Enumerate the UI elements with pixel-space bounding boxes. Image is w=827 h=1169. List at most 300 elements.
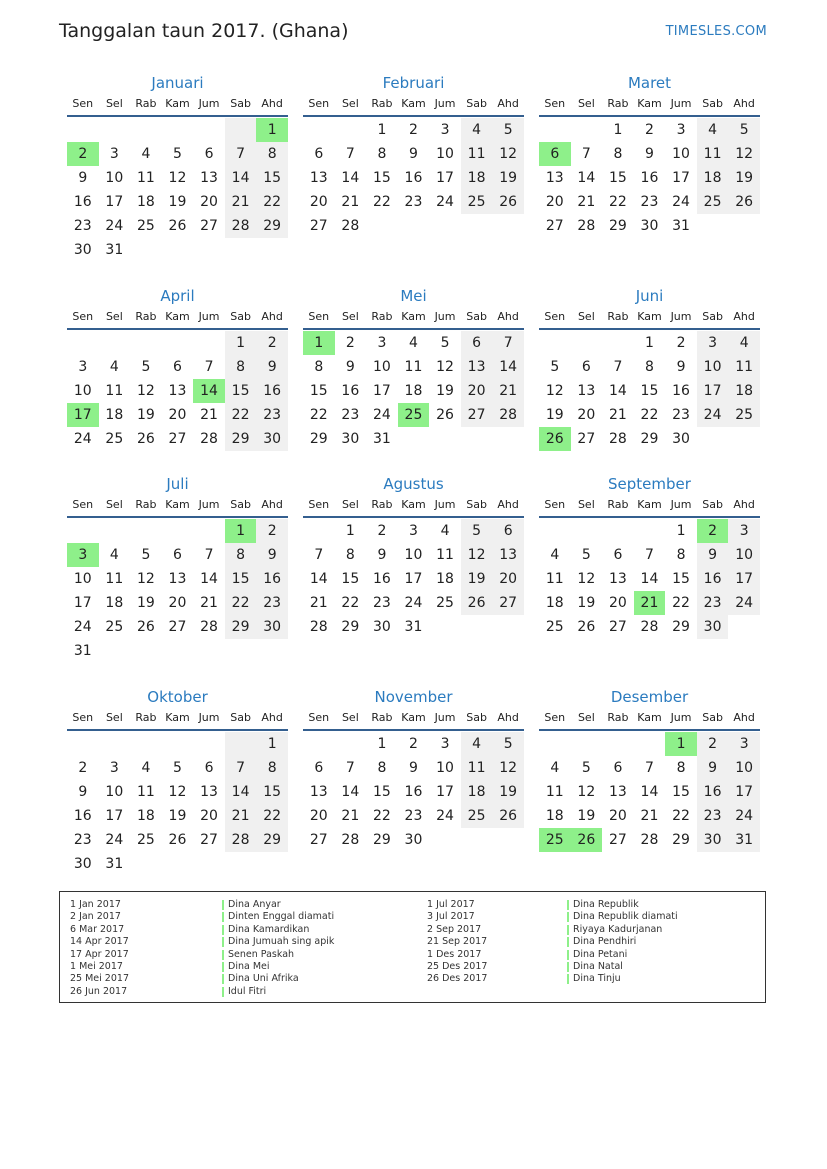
- day-cell: 5: [461, 519, 493, 543]
- weekday-label: Sen: [72, 711, 94, 724]
- empty-day-cell: [539, 732, 571, 756]
- day-cell: 23: [256, 403, 288, 427]
- day-cell: 19: [168, 194, 187, 210]
- day-cell: 4: [728, 331, 760, 355]
- day-grid: [67, 331, 288, 451]
- day-cell: 14: [200, 571, 218, 587]
- empty-day-cell: [398, 427, 430, 451]
- day-cell: 29: [608, 218, 627, 234]
- weekday-label: Kam: [637, 711, 662, 724]
- empty-day-cell: [303, 118, 335, 142]
- day-cell: 12: [492, 142, 524, 166]
- day-cell: 5: [492, 118, 524, 142]
- day-cell: 10: [672, 146, 690, 162]
- weekday-header: [303, 709, 524, 729]
- empty-day-cell: [571, 732, 603, 756]
- header-rule: [303, 115, 524, 117]
- day-cell: 27: [545, 218, 564, 234]
- weekday-header: [67, 496, 288, 516]
- day-cell: 3: [109, 760, 119, 776]
- day-cell: 21: [492, 379, 524, 403]
- day-cell: 25: [136, 832, 155, 848]
- day-cell: 21: [309, 595, 328, 611]
- empty-day-cell: [99, 118, 131, 142]
- day-cell: 26: [728, 190, 760, 214]
- day-cell: 25: [461, 804, 493, 828]
- day-cell: 11: [545, 571, 564, 587]
- weekday-label: Sel: [105, 97, 123, 110]
- day-cell: 13: [461, 355, 493, 379]
- day-cell: 28: [341, 832, 360, 848]
- empty-day-cell: [225, 118, 257, 142]
- day-cell: 18: [136, 194, 155, 210]
- empty-day-cell: [429, 615, 461, 639]
- day-cell: 10: [728, 543, 760, 567]
- day-cell: 26: [168, 832, 187, 848]
- day-cell: 19: [168, 808, 187, 824]
- day-cell: 29: [672, 619, 690, 635]
- weekday-label: Kam: [165, 97, 190, 110]
- day-cell: 15: [309, 383, 328, 399]
- day-cell: 24: [436, 194, 454, 210]
- holiday-name: Dina Pendhiri: [567, 936, 678, 948]
- empty-day-cell: [130, 852, 162, 876]
- empty-day-cell: [539, 331, 571, 355]
- holiday-date: 26 Des 2017: [427, 973, 488, 985]
- weekday-label: Sel: [341, 711, 359, 724]
- day-cell: 27: [492, 591, 524, 615]
- holiday-name: Dina Jumuah sing apik: [222, 936, 334, 948]
- day-cell: 10: [73, 383, 92, 399]
- day-cell: 4: [141, 146, 151, 162]
- weekday-label: Sel: [341, 97, 359, 110]
- empty-day-cell: [602, 331, 634, 355]
- day-cell: 20: [492, 567, 524, 591]
- day-cell: 7: [645, 760, 654, 776]
- weekday-label: Sab: [702, 97, 723, 110]
- holiday-day-cell: 17: [67, 403, 99, 427]
- weekday-header: [303, 95, 524, 115]
- weekday-label: Sel: [105, 310, 123, 323]
- day-cell: 9: [697, 756, 729, 780]
- day-cell: 15: [640, 383, 659, 399]
- day-cell: 16: [256, 379, 288, 403]
- empty-day-cell: [697, 427, 729, 451]
- empty-day-cell: [130, 238, 162, 262]
- day-cell: 27: [200, 832, 218, 848]
- day-cell: 4: [109, 547, 119, 563]
- day-cell: 25: [136, 218, 155, 234]
- day-cell: 8: [314, 359, 324, 375]
- day-cell: 17: [436, 170, 454, 186]
- month-name: September: [608, 475, 691, 493]
- day-cell: 6: [314, 760, 324, 776]
- day-cell: 22: [225, 591, 257, 615]
- day-cell: 15: [608, 170, 627, 186]
- day-cell: 12: [168, 784, 187, 800]
- day-grid: [67, 519, 288, 663]
- empty-day-cell: [571, 519, 603, 543]
- day-cell: 2: [409, 736, 418, 752]
- day-cell: 10: [73, 571, 92, 587]
- weekday-label: Rab: [135, 97, 157, 110]
- day-cell: 8: [256, 142, 288, 166]
- day-cell: 12: [577, 784, 596, 800]
- weekday-label: Ahd: [733, 310, 755, 323]
- day-cell: 2: [697, 732, 729, 756]
- day-cell: 6: [173, 547, 182, 563]
- day-cell: 26: [492, 804, 524, 828]
- holiday-name: Dinten Enggal diamati: [222, 911, 334, 923]
- weekday-label: Sel: [105, 498, 123, 511]
- weekday-label: Sab: [466, 97, 487, 110]
- day-cell: 21: [341, 194, 360, 210]
- day-cell: 20: [545, 194, 564, 210]
- day-cell: 13: [577, 383, 596, 399]
- day-cell: 6: [461, 331, 493, 355]
- day-cell: 5: [173, 146, 182, 162]
- holiday-day-cell: 1: [256, 118, 288, 142]
- day-cell: 18: [461, 780, 493, 804]
- holiday-name: Dina Republik: [567, 899, 678, 911]
- day-cell: 22: [640, 407, 659, 423]
- day-cell: 5: [440, 335, 450, 351]
- day-cell: 5: [141, 547, 151, 563]
- weekday-label: Sab: [466, 498, 487, 511]
- weekday-label: Sen: [308, 711, 330, 724]
- weekday-label: Ahd: [261, 498, 283, 511]
- day-cell: 9: [78, 784, 88, 800]
- weekday-label: Ahd: [497, 498, 519, 511]
- day-cell: 7: [345, 146, 355, 162]
- day-cell: 18: [105, 595, 124, 611]
- day-cell: 29: [225, 615, 257, 639]
- day-cell: 20: [461, 379, 493, 403]
- month-juni: [539, 284, 760, 451]
- day-cell: 20: [309, 194, 328, 210]
- weekday-label: Jum: [670, 97, 692, 110]
- month-februari: [303, 71, 524, 238]
- day-cell: 18: [545, 808, 564, 824]
- day-cell: 9: [345, 359, 355, 375]
- header-rule: [539, 516, 760, 518]
- day-cell: 6: [204, 760, 214, 776]
- weekday-label: Sen: [544, 498, 566, 511]
- weekday-label: Sab: [702, 310, 723, 323]
- day-cell: 18: [697, 166, 729, 190]
- day-cell: 7: [204, 547, 214, 563]
- day-cell: 10: [697, 355, 729, 379]
- weekday-label: Jum: [434, 310, 456, 323]
- day-grid: [303, 732, 524, 852]
- day-cell: 4: [141, 760, 151, 776]
- day-cell: 16: [640, 170, 659, 186]
- holiday-name: Senen Paskah: [222, 949, 334, 961]
- empty-day-cell: [162, 852, 194, 876]
- empty-day-cell: [461, 615, 493, 639]
- empty-day-cell: [99, 519, 131, 543]
- holiday-name: Riyaya Kadurjanan: [567, 924, 678, 936]
- day-cell: 9: [409, 760, 418, 776]
- day-cell: 20: [200, 808, 218, 824]
- empty-day-cell: [99, 732, 131, 756]
- day-cell: 27: [200, 218, 218, 234]
- day-cell: 19: [436, 383, 454, 399]
- month-name: Desember: [610, 688, 689, 706]
- empty-day-cell: [492, 615, 524, 639]
- day-cell: 16: [697, 780, 729, 804]
- weekday-label: Sel: [341, 310, 359, 323]
- day-grid: [303, 519, 524, 639]
- day-grid: [303, 331, 524, 451]
- day-cell: 8: [225, 355, 257, 379]
- day-grid: [539, 732, 760, 852]
- holiday-date: 25 Des 2017: [427, 961, 488, 973]
- holiday-date: 1 Jan 2017: [70, 899, 121, 910]
- empty-day-cell: [303, 519, 335, 543]
- empty-day-cell: [335, 118, 367, 142]
- day-cell: 7: [314, 547, 324, 563]
- day-cell: 30: [73, 242, 92, 258]
- day-cell: 30: [372, 619, 391, 635]
- weekday-label: Sen: [72, 310, 94, 323]
- day-cell: 17: [105, 194, 124, 210]
- day-cell: 11: [105, 571, 124, 587]
- day-cell: 6: [581, 359, 591, 375]
- empty-day-cell: [162, 118, 194, 142]
- empty-day-cell: [67, 732, 99, 756]
- day-cell: 19: [577, 595, 596, 611]
- day-cell: 16: [73, 808, 92, 824]
- empty-day-cell: [99, 639, 131, 663]
- day-cell: 14: [225, 166, 257, 190]
- day-cell: 14: [608, 383, 627, 399]
- weekday-label: Sen: [544, 310, 566, 323]
- weekday-label: Rab: [607, 97, 629, 110]
- weekday-label: Ahd: [497, 97, 519, 110]
- empty-day-cell: [193, 331, 225, 355]
- day-cell: 22: [372, 194, 391, 210]
- day-cell: 20: [608, 808, 627, 824]
- day-cell: 18: [728, 379, 760, 403]
- weekday-label: Jum: [198, 711, 220, 724]
- day-cell: 17: [372, 383, 391, 399]
- day-cell: 27: [168, 431, 187, 447]
- day-cell: 12: [168, 170, 187, 186]
- day-cell: 30: [341, 431, 360, 447]
- day-cell: 20: [168, 407, 187, 423]
- day-cell: 1: [256, 732, 288, 756]
- day-cell: 25: [728, 403, 760, 427]
- empty-day-cell: [728, 214, 760, 238]
- day-cell: 3: [728, 732, 760, 756]
- day-cell: 7: [613, 359, 623, 375]
- holiday-date: 25 Mei 2017: [70, 973, 129, 985]
- empty-day-cell: [193, 238, 225, 262]
- day-cell: 21: [200, 595, 218, 611]
- month-april: [67, 284, 288, 451]
- weekday-header: [67, 308, 288, 328]
- day-cell: 21: [225, 190, 257, 214]
- day-cell: 1: [225, 331, 257, 355]
- empty-day-cell: [492, 214, 524, 238]
- empty-day-cell: [162, 519, 194, 543]
- holiday-day-cell: 25: [398, 403, 430, 427]
- day-cell: 7: [225, 142, 257, 166]
- weekday-header: [67, 709, 288, 729]
- day-cell: 6: [204, 146, 214, 162]
- empty-day-cell: [429, 214, 461, 238]
- day-cell: 14: [640, 571, 659, 587]
- day-cell: 25: [105, 619, 124, 635]
- holiday-name: Dina Uni Afrika: [222, 973, 334, 985]
- day-cell: 12: [461, 543, 493, 567]
- day-cell: 5: [550, 359, 560, 375]
- day-cell: 23: [404, 194, 423, 210]
- day-cell: 15: [225, 567, 257, 591]
- day-cell: 11: [105, 383, 124, 399]
- day-cell: 6: [314, 146, 324, 162]
- day-cell: 10: [105, 784, 124, 800]
- day-cell: 28: [225, 214, 257, 238]
- day-cell: 2: [377, 523, 387, 539]
- day-cell: 3: [728, 519, 760, 543]
- empty-day-cell: [492, 828, 524, 852]
- empty-day-cell: [162, 238, 194, 262]
- weekday-label: Rab: [371, 310, 393, 323]
- empty-day-cell: [256, 238, 288, 262]
- holiday-day-cell: 1: [665, 732, 697, 756]
- day-cell: 8: [225, 543, 257, 567]
- day-cell: 28: [492, 403, 524, 427]
- day-cell: 24: [105, 218, 124, 234]
- empty-day-cell: [256, 852, 288, 876]
- holiday-date: 26 Jun 2017: [70, 985, 128, 997]
- month-agustus: [303, 472, 524, 639]
- day-cell: 9: [256, 355, 288, 379]
- empty-day-cell: [225, 639, 257, 663]
- day-cell: 30: [404, 832, 423, 848]
- day-cell: 10: [105, 170, 124, 186]
- day-cell: 9: [697, 543, 729, 567]
- day-cell: 3: [377, 335, 387, 351]
- day-cell: 23: [341, 407, 360, 423]
- empty-day-cell: [492, 427, 524, 451]
- day-cell: 13: [200, 784, 218, 800]
- empty-day-cell: [67, 519, 99, 543]
- day-cell: 6: [613, 547, 623, 563]
- day-cell: 16: [672, 383, 690, 399]
- day-cell: 8: [256, 756, 288, 780]
- day-cell: 24: [404, 595, 423, 611]
- day-cell: 17: [728, 567, 760, 591]
- day-cell: 14: [341, 170, 360, 186]
- header-rule: [539, 328, 760, 330]
- empty-day-cell: [256, 639, 288, 663]
- header-rule: [67, 516, 288, 518]
- day-cell: 6: [173, 359, 182, 375]
- empty-day-cell: [99, 331, 131, 355]
- empty-day-cell: [225, 238, 257, 262]
- day-cell: 6: [613, 760, 623, 776]
- weekday-label: Sab: [230, 97, 251, 110]
- day-cell: 21: [225, 804, 257, 828]
- brand-link[interactable]: TIMESLES.COM: [665, 24, 767, 39]
- weekday-label: Sen: [72, 498, 94, 511]
- day-cell: 22: [309, 407, 328, 423]
- day-cell: 13: [200, 170, 218, 186]
- day-cell: 14: [577, 170, 596, 186]
- weekday-label: Kam: [637, 97, 662, 110]
- day-cell: 1: [377, 122, 387, 138]
- day-cell: 24: [728, 804, 760, 828]
- empty-day-cell: [571, 118, 603, 142]
- day-cell: 15: [256, 780, 288, 804]
- empty-day-cell: [162, 639, 194, 663]
- holiday-dates-left: [70, 899, 129, 998]
- day-cell: 24: [372, 407, 391, 423]
- weekday-label: Sab: [230, 498, 251, 511]
- holiday-day-cell: 1: [225, 519, 257, 543]
- day-cell: 26: [436, 407, 454, 423]
- day-cell: 16: [697, 567, 729, 591]
- day-cell: 21: [577, 194, 596, 210]
- day-cell: 12: [136, 571, 155, 587]
- weekday-label: Kam: [165, 310, 190, 323]
- day-cell: 3: [409, 523, 418, 539]
- day-cell: 4: [409, 335, 418, 351]
- header-rule: [303, 328, 524, 330]
- day-cell: 12: [136, 383, 155, 399]
- day-cell: 29: [640, 431, 659, 447]
- day-cell: 3: [440, 736, 450, 752]
- day-cell: 23: [640, 194, 659, 210]
- empty-day-cell: [634, 519, 666, 543]
- day-cell: 11: [136, 170, 155, 186]
- day-cell: 29: [341, 619, 360, 635]
- day-cell: 16: [73, 194, 92, 210]
- day-cell: 15: [341, 571, 360, 587]
- holiday-day-cell: 14: [193, 379, 225, 403]
- day-cell: 12: [492, 756, 524, 780]
- month-oktober: [67, 685, 288, 876]
- header-rule: [539, 729, 760, 731]
- weekday-label: Sab: [702, 711, 723, 724]
- day-cell: 17: [436, 784, 454, 800]
- day-cell: 8: [377, 760, 387, 776]
- day-cell: 22: [672, 808, 690, 824]
- day-cell: 2: [345, 335, 355, 351]
- weekday-label: Jum: [670, 498, 692, 511]
- empty-day-cell: [225, 732, 257, 756]
- day-cell: 28: [200, 619, 218, 635]
- day-cell: 7: [492, 331, 524, 355]
- day-cell: 12: [577, 571, 596, 587]
- day-cell: 16: [404, 784, 423, 800]
- day-cell: 29: [256, 214, 288, 238]
- day-cell: 28: [341, 218, 360, 234]
- day-cell: 15: [225, 379, 257, 403]
- day-cell: 29: [225, 427, 257, 451]
- holiday-day-cell: 26: [539, 427, 571, 451]
- weekday-label: Jum: [434, 97, 456, 110]
- holiday-name: Dina Anyar: [222, 899, 334, 911]
- page-title: Tanggalan taun 2017. (Ghana): [59, 20, 349, 42]
- weekday-label: Sel: [577, 97, 595, 110]
- empty-day-cell: [398, 214, 430, 238]
- day-cell: 4: [550, 547, 560, 563]
- day-cell: 5: [728, 118, 760, 142]
